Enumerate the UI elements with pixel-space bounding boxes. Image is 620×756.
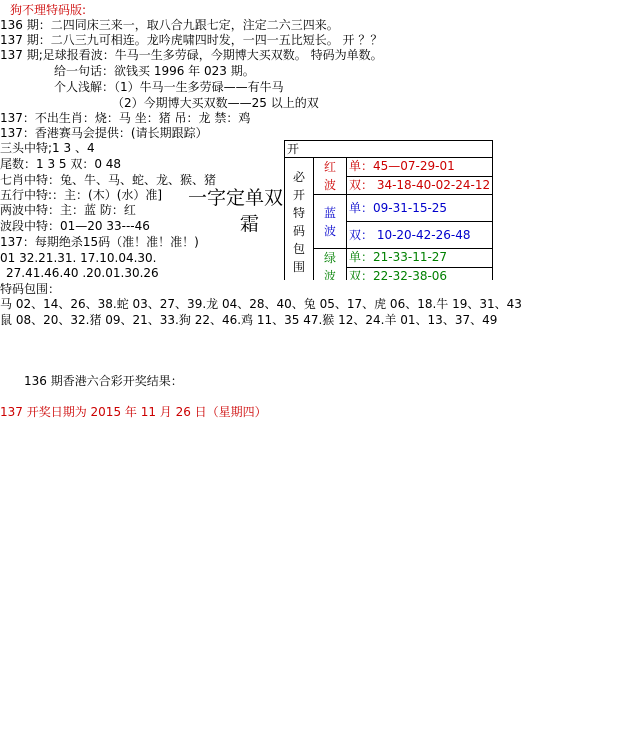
blue-wave-label: 蓝 波 — [314, 195, 347, 249]
table-vertical-label: 必 开 特 码 包 围 — [285, 158, 314, 281]
table-open-label: 开 — [287, 141, 300, 156]
red-double-cell: 双： 34-18-40-02-24-12 — [347, 176, 493, 195]
text-line-137-football: 137 期;足球报看波：牛马一生多劳碌，今期博大买双数。 特码为单数。 — [0, 48, 383, 62]
red-single-cell: 单：45—07-29-01 — [347, 158, 493, 177]
draw-date: 137 开奖日期为 2015 年 11 月 26 日（星期四） — [0, 405, 267, 419]
text-line-tails: 尾数：1 3 5 双：0 48 — [0, 157, 122, 171]
text-line-kill-15: 137：每期绝杀15码（准！准！准！) — [0, 235, 199, 249]
text-line-no-zodiac: 137：不出生肖：烧：马 坐：猪 吊：龙 禁：鸡 — [0, 111, 251, 125]
text-line-wave-range: 波段中特：01—20 33---46 — [0, 219, 150, 233]
text-line-five-elements: 五行中特:：主：(木）(水）准] — [0, 188, 163, 202]
text-line-numbers-2: 27.41.46.40 .20.01.30.26 — [6, 266, 159, 280]
text-line-numbers-1: 01 32.21.31. 17.10.04.30. — [0, 251, 157, 265]
text-line-137-a: 137 期：二八三九可相连。龙吟虎啸四时发，一四一五比短长。 开 ？？ — [0, 33, 383, 47]
text-line-explain-1: 个人浅解：（1）牛马一生多劳碌——有牛马 — [54, 80, 284, 94]
text-line-surround: 特码包围： — [0, 282, 61, 296]
text-line-two-waves: 两波中特：主：蓝 防：红 — [0, 203, 136, 217]
blue-double-cell: 双： 10-20-42-26-48 — [347, 222, 493, 249]
red-wave-label: 红 波 — [314, 158, 347, 195]
text-line-136: 136 期：二四同床三来一，取八合九跟七定，注定二六三四来。 — [0, 18, 339, 32]
surround-table — [284, 140, 493, 280]
text-line-zodiac-numbers-1: 马 02、14、26、38.蛇 03、27、39.龙 04、28、40、兔 05、17、虎 06、18.牛 19、31、43 — [0, 297, 522, 311]
blue-single-cell: 单：09-31-15-25 — [347, 195, 493, 222]
text-line-seven-zodiac: 七肖中特：兔、牛、马、蛇、龙、猴、猪 — [0, 173, 217, 187]
calligraphy-slogan: 一字定单双 — [188, 187, 284, 209]
green-wave-label: 绿 波 — [314, 249, 347, 281]
surround-table-wrap — [284, 140, 500, 280]
text-line-hint: 给一句话：欲钱买 1996 年 023 期。 — [54, 64, 255, 78]
page-title: 狗不理特码版: — [10, 3, 87, 17]
text-line-explain-2: （2）今期博大买双数——25 以上的双 — [112, 96, 319, 110]
text-line-zodiac-numbers-2: 鼠 08、20、32.猪 09、21、33.狗 22、46.鸡 11、35 47.猴 12、24.羊 01、13、37、49 — [0, 313, 498, 327]
text-line-jockey-club: 137：香港赛马会提供：(请长期跟踪） — [0, 126, 208, 140]
green-double-cell: 双：22-32-38-06 — [347, 267, 493, 280]
result-heading: 136 期香港六合彩开奖结果： — [24, 374, 183, 388]
text-line-heads: 三头中特;1 3 、4 — [0, 141, 95, 155]
green-single-cell: 单：21-33-11-27 — [347, 249, 493, 268]
table-open-cell — [285, 141, 493, 158]
calligraphy-slogan-2: 霜 — [240, 213, 260, 235]
